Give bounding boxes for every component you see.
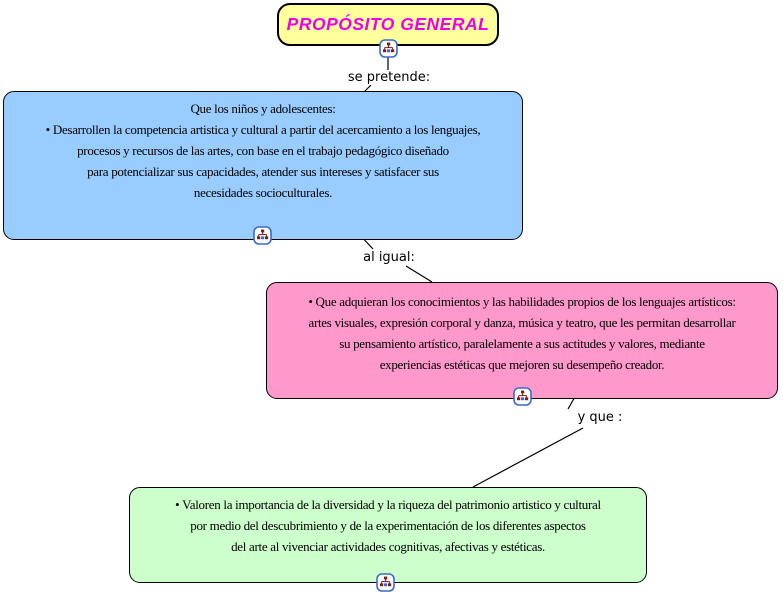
page-title: PROPÓSITO GENERAL [286,14,490,34]
linking-phrase-al-igual[interactable]: al igual: [357,250,421,265]
concept-text-line: • Que adquieran los conocimientos y las habilidades propios de los lenguajes artísticos: [308,294,736,309]
concept-text-line: su pensamiento artístico, paralelamente a sus actitudes y valores, mediante [339,336,705,351]
concept-text-line: Que los niños y adolescentes: [190,101,336,116]
concept-text-line: experiencias estéticas que mejoren su desempeño creador. [379,357,665,372]
concept-map-resource-icon[interactable] [376,573,395,592]
concept-text-line: artes visuales, expresión corporal y danza, música y teatro, que les permitan desarrollar [308,315,736,330]
concept-text-line: • Desarrollen la competencia artistica y cultural a partir del acercamiento a los lenguajes, [45,122,481,137]
linking-phrase-se-pretende[interactable]: se pretende: [339,70,439,85]
concept-node-valoren-importancia[interactable] [129,487,647,583]
concept-map-resource-icon[interactable] [513,387,532,406]
concept-text-line: para potencializar sus capacidades, atender sus intereses y satisfacer sus [87,164,439,179]
concept-text-line: procesos y recursos de las artes, con base en el trabajo pedagógico diseñado [77,143,449,158]
concept-text-line: • Valoren la importancia de la diversidad y la riqueza del patrimonio artistico y cultural [175,497,601,512]
concept-map-resource-icon[interactable] [253,226,272,245]
linking-phrase-y-que[interactable]: y que : [565,410,635,425]
concept-node-desarrollen-competencia[interactable] [3,91,523,240]
concept-text-line: necesidades socioculturales. [193,185,333,200]
concept-map-resource-icon[interactable] [379,39,398,58]
concept-text-line: del arte al vivenciar actividades cognitivas, afectivas y estéticas. [231,539,545,554]
concept-node-adquieran-conocimientos[interactable] [266,282,778,399]
concept-text-line: por medio del descubrimiento y de la experimentación de los diferentes aspectos [190,518,586,533]
